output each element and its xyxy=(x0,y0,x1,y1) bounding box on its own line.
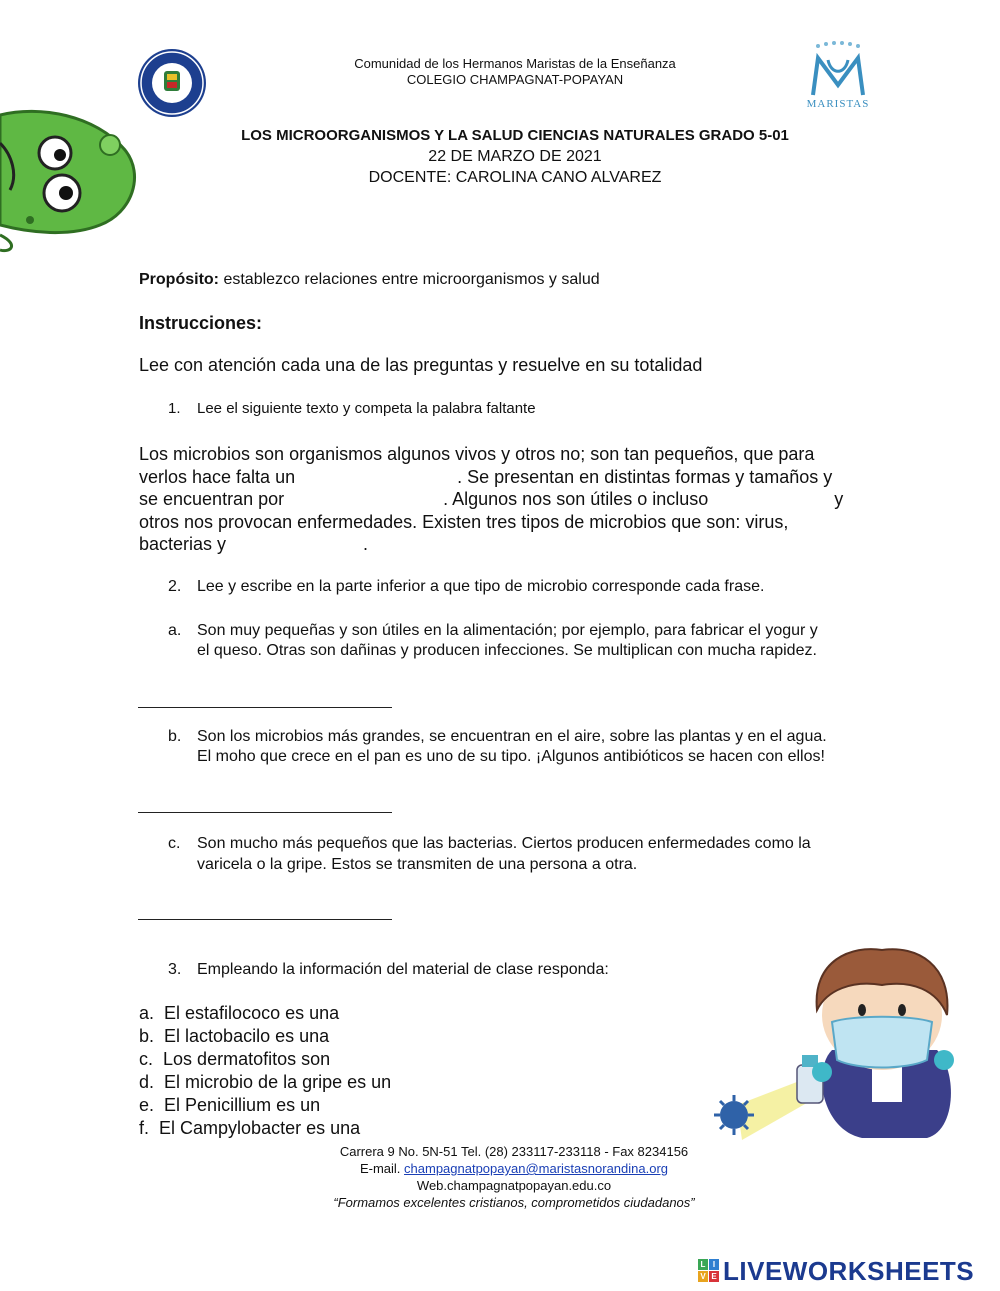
q3-item-letter: a. xyxy=(139,1003,155,1023)
live-letter-l: L xyxy=(698,1259,708,1270)
answer-line-a[interactable] xyxy=(138,687,392,708)
q3-item-text: El Campylobacter es una xyxy=(159,1118,361,1138)
maristas-logo xyxy=(793,40,883,115)
footer-email-line xyxy=(264,1160,764,1177)
q1-line-3-mid: . Algunos nos son útiles o incluso xyxy=(443,489,709,509)
q2-item-b-line-2: El moho que crece en el pan es uno de su tipo. ¡Algunos antibióticos se hacen con ellos! xyxy=(197,748,825,765)
q1-line-4: otros nos provocan enfermedades. Existen tres tipos de microbios que son: virus, xyxy=(139,511,789,532)
q2-item-a-letter: a. xyxy=(168,622,182,639)
q1-line-2 xyxy=(139,466,899,489)
q1-line-3-start: se encuentran por xyxy=(139,489,285,509)
footer-email-label: E-mail. xyxy=(359,1161,405,1176)
list-item xyxy=(139,1002,391,1025)
q3-item-text: El microbio de la gripe es un xyxy=(164,1072,392,1092)
community-line: Comunidad de los Hermanos Maristas de la Enseñanza xyxy=(354,56,676,71)
purpose-label: Propósito: xyxy=(139,271,219,288)
footer-web: Web.champagnatpopayan.edu.co xyxy=(416,1178,612,1193)
blank-microbe-type[interactable] xyxy=(226,536,363,556)
blank-location[interactable] xyxy=(284,491,443,511)
live-letter-e: E xyxy=(709,1271,719,1282)
q2-item-a-line-1: Son muy pequeñas y son útiles en la alimentación; por ejemplo, para fabricar el yogur y xyxy=(197,622,818,639)
list-item xyxy=(139,1048,391,1071)
q2-item-c-line-2: varicela o la gripe. Estos se transmiten de una persona a otra. xyxy=(197,856,638,873)
question-2-number: 2. xyxy=(168,578,182,595)
answer-line-b[interactable] xyxy=(138,792,392,813)
instructions-text: Lee con atención cada una de las preguntas y resuelve en su totalidad xyxy=(139,355,703,375)
question-2-text: Lee y escribe en la parte inferior a que tipo de microbio corresponde cada frase. xyxy=(197,578,765,595)
list-item xyxy=(139,1025,391,1048)
q3-item-letter: f. xyxy=(139,1118,150,1138)
list-item xyxy=(139,1094,391,1117)
q3-item-letter: e. xyxy=(139,1095,155,1115)
q3-item-letter: b. xyxy=(139,1026,155,1046)
instructions-label: Instrucciones: xyxy=(139,313,263,333)
page-title: LOS MICROORGANISMOS Y LA SALUD CIENCIAS NATURALES GRADO 5-01 xyxy=(241,127,789,144)
q3-list xyxy=(139,1002,391,1140)
q1-line-5-end: . xyxy=(363,534,369,554)
q2-item-b-line-1: Son los microbios más grandes, se encuentran en el aire, sobre las plantas y en el agua. xyxy=(197,728,827,745)
q3-item-text: El Penicillium es un xyxy=(164,1095,321,1115)
q2-item-c-line-1: Son mucho más pequeños que las bacterias. Ciertos producen enfermedades como la xyxy=(197,835,811,852)
liveworksheets-brand[interactable] xyxy=(698,1256,994,1286)
live-logo-icon xyxy=(698,1259,720,1283)
q3-item-text: Los dermatofitos son xyxy=(163,1049,331,1069)
q1-paragraph xyxy=(139,443,899,556)
school-seal-logo xyxy=(136,47,208,119)
q1-line-2-start: verlos hace falta un xyxy=(139,466,296,487)
q2-item-b-letter: b. xyxy=(168,728,182,745)
answer-line-c[interactable] xyxy=(138,899,392,920)
liveworksheets-text: LIVEWORKSHEETS xyxy=(723,1256,975,1286)
green-microbe-illustration xyxy=(0,95,140,260)
live-letter-i: I xyxy=(709,1259,719,1270)
footer-address: Carrera 9 No. 5N-51 Tel. (28) 233117-233118 - Fax 8234156 xyxy=(339,1144,689,1159)
blank-instrument[interactable] xyxy=(295,468,457,488)
q3-item-letter: d. xyxy=(139,1072,155,1092)
list-item xyxy=(139,1071,391,1094)
question-1-text: Lee el siguiente texto y competa la palabra faltante xyxy=(197,400,536,417)
q1-line-5-start: bacterias y xyxy=(139,534,227,554)
q1-line-1: Los microbios son organismos algunos vivos y otros no; son tan pequeños, que para xyxy=(139,444,815,464)
question-3-number: 3. xyxy=(168,961,182,978)
q3-item-text: El lactobacilo es una xyxy=(164,1026,330,1046)
q1-line-3-end: y xyxy=(834,489,844,509)
footer-motto: “Formamos excelentes cristianos, comprometidos ciudadanos” xyxy=(333,1195,695,1210)
question-1-number: 1. xyxy=(168,400,181,417)
q3-item-letter: c. xyxy=(139,1049,154,1069)
q3-item-text: El estafilococo es una xyxy=(164,1003,340,1023)
date-line: 22 DE MARZO DE 2021 xyxy=(428,148,602,165)
purpose-text: establezco relaciones entre microorganismos y salud xyxy=(219,271,600,288)
list-item xyxy=(139,1117,391,1140)
q1-line-2-end: . Se presentan en distintas formas y tamaños y xyxy=(457,466,833,487)
q1-line-5 xyxy=(139,533,899,556)
question-3-text: Empleando la información del material de clase responda: xyxy=(197,961,609,978)
live-letter-v: V xyxy=(698,1271,708,1282)
kid-with-mask-illustration xyxy=(712,940,972,1140)
teacher-line: DOCENTE: CAROLINA CANO ALVAREZ xyxy=(368,169,662,186)
q2-item-a-line-2: el queso. Otras son dañinas y producen infecciones. Se multiplican con mucha rapidez. xyxy=(197,642,817,659)
maristas-logo-text: MARISTAS xyxy=(806,98,870,110)
blank-useful[interactable] xyxy=(708,491,834,511)
q1-line-3 xyxy=(139,488,899,511)
footer-email-link[interactable]: champagnatpopayan@maristasnorandina.org xyxy=(404,1161,669,1176)
school-name: COLEGIO CHAMPAGNAT-POPAYAN xyxy=(406,72,624,87)
purpose-line xyxy=(139,271,600,289)
q2-item-c-letter: c. xyxy=(168,835,181,852)
